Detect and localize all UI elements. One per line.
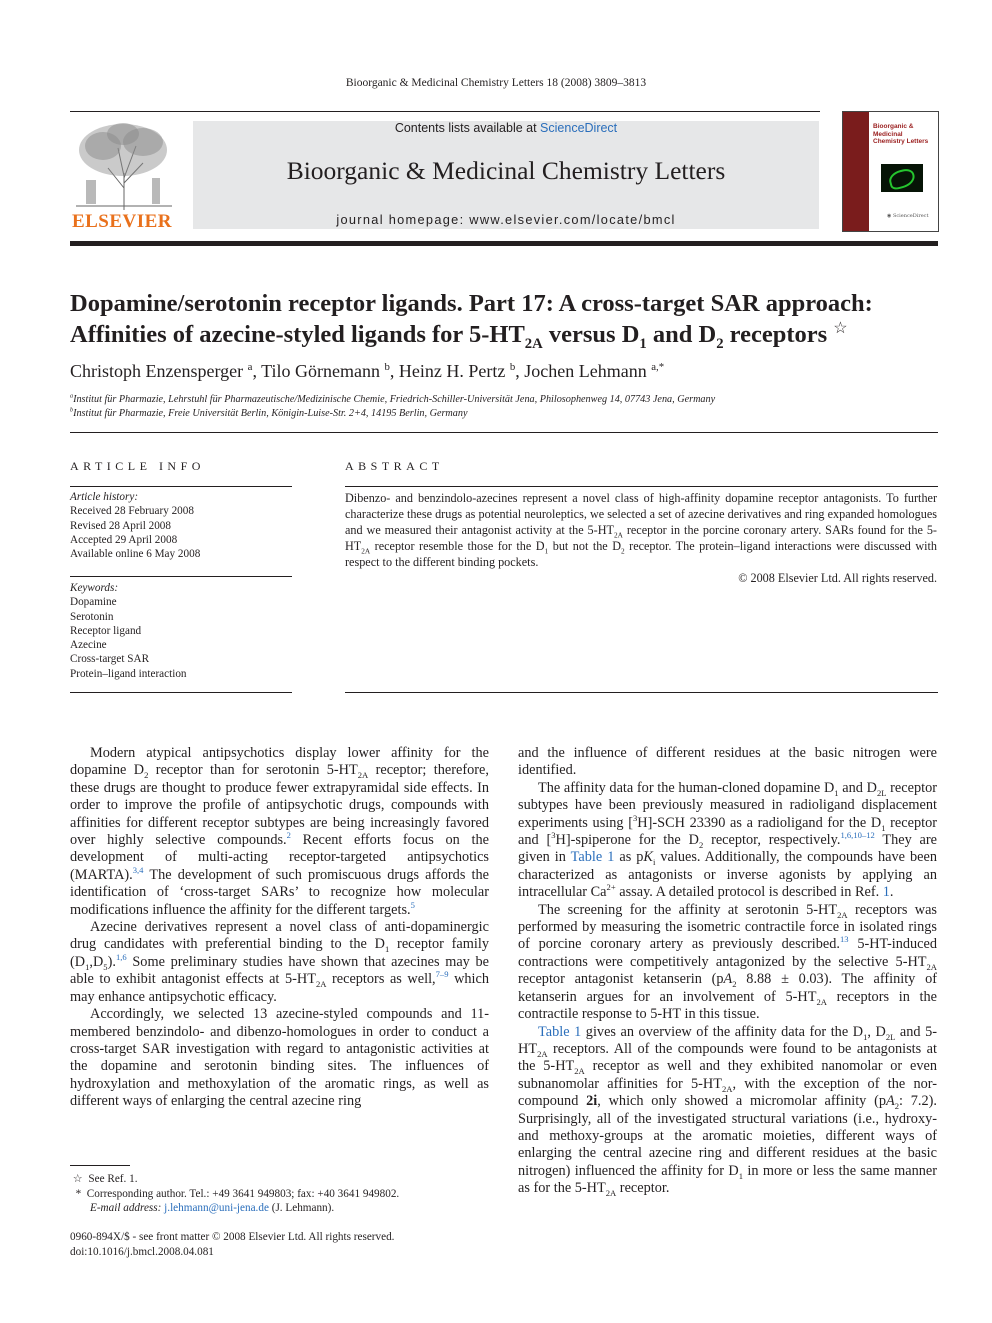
keyword: Protein–ligand interaction <box>70 667 187 680</box>
contents-line: Contents lists available at ScienceDirect <box>394 121 618 135</box>
article-title: Dopamine/serotonin receptor ligands. Part 17: A cross-target SAR approach: Affinities of azecine-styled ligands for $5-HT_{2A}$ versus $D_1$ and $D_2$ receptors ☆ <box>70 290 873 352</box>
journal-homepage[interactable]: journal homepage: www.elsevier.com/locate/bmcl <box>336 212 676 227</box>
keywords: Keywords: Dopamine Serotonin Receptor ligand Azecine Cross-target SAR Protein–ligand interaction <box>70 581 300 681</box>
body-column-right: and the influence of different residues at the basic nitrogen were identified. The affinity data for the human-cloned dopamine $D_1$ and $D_{2L}$ receptor subtypes have been previously measured in radioligand displacement experiments using [$^3$H]-SCH 23390 as a radioligand for the $D_1$ receptor and [$^3$H]-spiperone for the $D_2$ receptor, respectively.$^{1,6,10-12}$ They are given in Table 1 as $pK_i$ values. Additionally, the compounds have been characterized as antagonists or inverse agonists by applying an intracellular $Ca^{2+}$ assay. A detailed protocol is described in Ref. 1. The screening for the affinity at serotonin $5-HT_{2A}$ receptors was performed by measuring the isometric contractile force in isolated rings of porcine coronary artery as previously described.$^{13}$ 5-HT-induced contractions were competitively antagonized by the selective $5-HT_{2A}$ receptor antagonist ketanserin ($pA_2$ 8.88 ± 0.03). The affinity of ketanserin argues for an involvement of $5-HT_{2A}$ receptors in the contractile response to 5-HT in this tissue. Table 1 gives an overview of the affinity data for the $D_1$, $D_{2L}$ and $5-HT_{2A}$ receptors. All of the compounds were found to be antagonists at the $5-HT_{2A}$ receptor as well and they exhibited nanomolar or even subnanomolar affinities for $5-HT_{2A}$, with the exception of the nor-compound 2i, which only showed a micromolar affinity ($pA_2$: 7.2). Surprisingly, all of the investigated structural variations (i.e., hydroxy- and methoxy-groups at the aromatic moieties, different ways of enlarging the central azecine ring and different residues at the basic nitrogen) influenced the affinity for $D_1$ in more or less the same manner as for the $5-HT_{2A}$ receptor. <box>518 745 938 1199</box>
keyword: Cross-target SAR <box>70 653 150 666</box>
article-history: Article history: Received 28 February 2008 Revised 28 April 2008 Accepted 29 April 2008 Available online 6 May 2008 <box>70 490 300 561</box>
author[interactable]: Heinz H. Pertz <box>398 361 506 381</box>
divider <box>70 432 938 433</box>
author[interactable]: Christoph Enzensperger <box>70 361 244 381</box>
journal-citation: Bioorganic & Medicinal Chemistry Letters 18 (2008) 3809–3813 <box>345 77 647 89</box>
cover-sciencedirect-logo: ◉ ScienceDirect <box>887 213 929 219</box>
author[interactable]: Jochen Lehmann <box>524 361 647 381</box>
affiliation-a: $^a$Institut für Pharmazie, Lehrstuhl für Pharmazeutische/Medizinische Chemie, Friedrich-Schiller-Universität Jena, Philosophenweg 14, 07743 Jena, Germany <box>70 393 716 405</box>
history-revised: Revised 28 April 2008 <box>70 519 171 532</box>
doi-line[interactable]: doi:10.1016/j.bmcl.2008.04.081 <box>70 1245 214 1258</box>
divider <box>70 692 292 693</box>
history-online: Available online 6 May 2008 <box>70 548 201 561</box>
divider <box>70 486 292 487</box>
keyword: Serotonin <box>70 610 114 623</box>
divider <box>345 692 938 693</box>
body-column-left: Modern atypical antipsychotics display lower affinity for the dopamine $D_2$ receptor than for serotonin $5-HT_{2A}$ receptor; therefore, these drugs are thought to produce fewer extrapyramidal side effects. In order to improve the profile of antipsychotic drugs, compounds with affinities for different receptor subtypes are being increasingly favored over highly selective compounds.$^2$ Recent efforts focus on the development of multi-acting receptor-targeted antipsychotics (MARTA).$^{3,4}$ The development of such promiscuous drugs affords the identification of ‘cross-target SARs’ to recognize how molecular modifications influence the affinity for the different targets.$^5$ Azecine derivatives represent a novel class of anti-dopaminergic drug candidates with preferential binding to the $D_1$ receptor family $(D_1,D_5).^{1,6}$ Some preliminary studies have shown that azecines may be able to exhibit antagonist effects at $5-HT_{2A}$ receptors as well,$^{7-9}$ which may enhance antipsychotic efficacy. Accordingly, we selected 13 azecine-styled compounds and 11-membered benzindolo- and dibenzo-homologues in order to conduct a cross-target SAR investigation with regard to antagonistic activities at the dopamine and serotonin binding sites. The influences of hydroxylation and methoxylation of the aromatic rings, as well as different ways of enlarging the central azecine ring <box>70 745 490 1110</box>
keyword: Dopamine <box>70 596 117 609</box>
author[interactable]: Tilo Görnemann <box>261 361 380 381</box>
divider <box>345 486 938 487</box>
divider <box>70 576 292 577</box>
issn-line: 0960-894X/$ - see front matter © 2008 Elsevier Ltd. All rights reserved. <box>70 1231 395 1243</box>
email-link[interactable]: j.lehmann@uni-jena.de <box>164 1202 269 1214</box>
header-rule <box>70 111 820 112</box>
footnote-rule <box>70 1165 130 1166</box>
cover-title: Bioorganic & Medicinal Chemistry Letters <box>873 123 929 145</box>
journal-title: Bioorganic & Medicinal Chemistry Letters <box>286 156 726 185</box>
header-thick-rule <box>70 241 938 246</box>
article-info-heading: ARTICLE INFO <box>70 459 205 473</box>
cover-image <box>881 164 923 192</box>
history-received: Received 28 February 2008 <box>70 505 194 518</box>
sciencedirect-link[interactable]: ScienceDirect <box>540 121 618 135</box>
keyword: Receptor ligand <box>70 624 142 637</box>
elsevier-wordmark: ELSEVIER <box>71 211 173 232</box>
journal-cover-thumbnail <box>842 111 939 232</box>
affiliation-b: $^b$Institut für Pharmazie, Freie Universität Berlin, Königin-Luise-Str. 2+4, 14195 Berlin, Germany <box>70 407 468 419</box>
abstract-text: Dibenzo- and benzindolo-azecines represent a novel class of high-affinity dopamine receptor antagonists. To further characterize these drugs as potential neuroleptics, we selected a set of azecine derivatives and ring expanded homologues and we measured their antagonist activity at the $5-HT_{2A}$ receptor in the porcine coronary artery. SARs found for the $5-HT_{2A}$ receptor resemble those for the $D_1$ but not the $D_2$ receptor. The protein–ligand interactions were discussed with respect to the different binding pockets. © 2008 Elsevier Ltd. All rights reserved. <box>345 491 938 585</box>
history-accepted: Accepted 29 April 2008 <box>70 533 178 546</box>
author-list: Christoph Enzensperger $^a$, Tilo Görnemann $^b$, Heinz H. Pertz $^b$, Jochen Lehmann $^{a,*}$ <box>70 361 665 381</box>
abstract-heading: ABSTRACT <box>345 459 444 473</box>
front-matter <box>70 1230 510 1259</box>
footnotes: ☆ See Ref. 1. * Corresponding author. Tel.: +49 3641 949803; fax: +40 3641 949802. E-mail address: j.lehmann@uni-jena.de (J. Lehmann). <box>70 1173 400 1214</box>
abstract-copyright: © 2008 Elsevier Ltd. All rights reserved. <box>738 571 937 585</box>
title-footnote-star[interactable]: ☆ <box>833 319 848 337</box>
keyword: Azecine <box>70 639 107 652</box>
